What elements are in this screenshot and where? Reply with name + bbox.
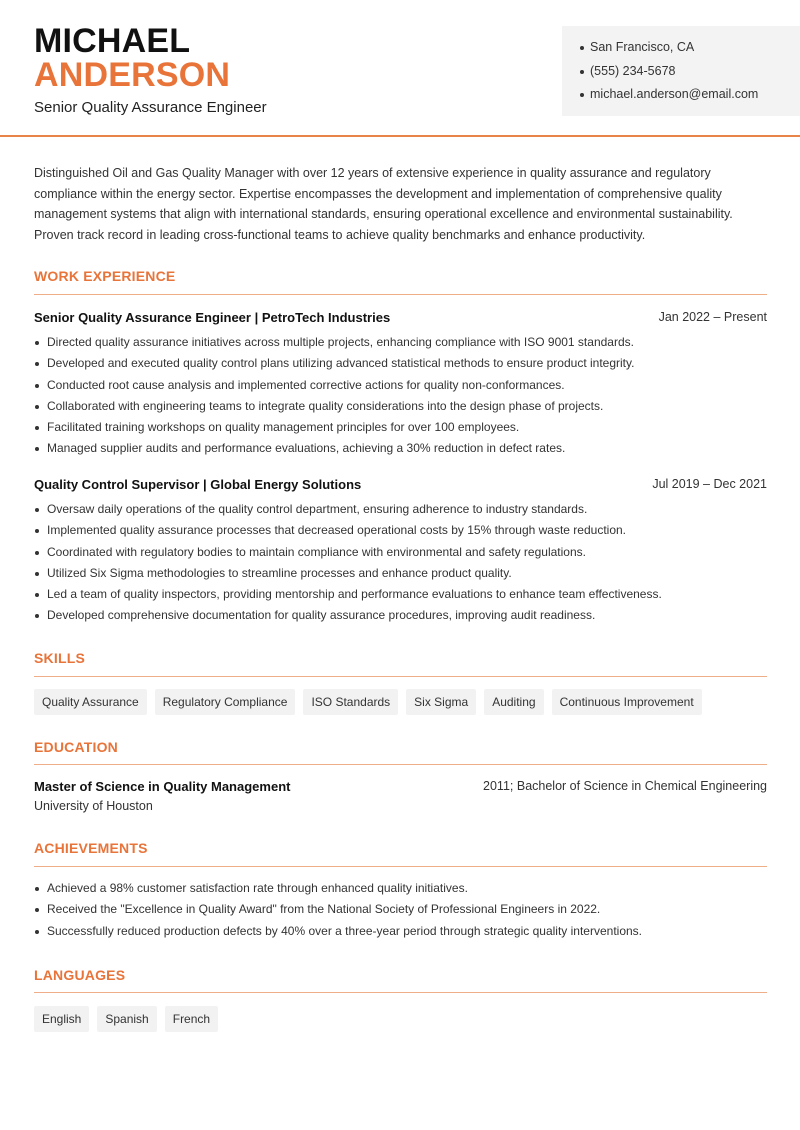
section-divider (34, 294, 767, 295)
job-header (34, 310, 767, 328)
list-item: Utilized Six Sigma methodologies to streamline processes and enhance product quality. (34, 563, 769, 584)
skill-chip: Six Sigma (406, 689, 476, 715)
language-chip: French (165, 1006, 218, 1032)
list-item: Managed supplier audits and performance evaluations, achieving a 30% reduction in defect rates. (34, 438, 769, 459)
list-item: Developed and executed quality control plans utilizing advanced statistical methods to ensure product integrity. (34, 353, 769, 374)
job-title: Senior Quality Assurance Engineer (34, 99, 267, 116)
education-detail: 2011; Bachelor of Science in Chemical Engineering (483, 779, 767, 793)
achievements-list (34, 878, 769, 942)
summary-text: Distinguished Oil and Gas Quality Manager with over 12 years of extensive experience in quality assurance and regulatory compliance within the energy sector. Expertise encompasses the development and implementation of comprehensive quality management systems that align with international standards, ensuring operational excellence and environmental sustainability. Proven track record in leading cross-functional teams to achieve quality benchmarks and enhance productivity. (34, 166, 733, 243)
skill-chip: ISO Standards (303, 689, 398, 715)
skill-chip: Continuous Improvement (552, 689, 702, 715)
section-title-education: EDUCATION (34, 739, 118, 755)
section-divider (34, 676, 767, 677)
job-bullets (34, 332, 769, 460)
section-title-languages: LANGUAGES (34, 967, 126, 983)
education-school: University of Houston (34, 799, 153, 813)
section-title-skills: SKILLS (34, 650, 85, 666)
list-item: Implemented quality assurance processes that decreased operational costs by 15% through waste reduction. (34, 520, 769, 541)
section-title-work: WORK EXPERIENCE (34, 268, 176, 284)
contact-phone: (555) 234-5678 (580, 60, 800, 84)
resume-header (0, 0, 800, 137)
list-item: Achieved a 98% customer satisfaction rate through enhanced quality initiatives. (34, 878, 769, 899)
list-item: Received the "Excellence in Quality Award" from the National Society of Professional Engineers in 2022. (34, 899, 769, 920)
list-item: Coordinated with regulatory bodies to maintain compliance with environmental and safety regulations. (34, 542, 769, 563)
list-item: Facilitated training workshops on quality management principles for over 100 employees. (34, 417, 769, 438)
section-divider (34, 866, 767, 867)
language-chip: Spanish (97, 1006, 156, 1032)
section-divider (34, 764, 767, 765)
job-bullets (34, 499, 769, 627)
last-name: ANDERSON (34, 56, 231, 94)
first-name: MICHAEL (34, 22, 191, 60)
education-header (34, 779, 767, 797)
job-role: Senior Quality Assurance Engineer | PetroTech Industries (34, 310, 391, 325)
language-chips (34, 1006, 218, 1032)
contact-box (562, 26, 800, 116)
skills-chips (34, 689, 702, 715)
list-item: Developed comprehensive documentation for quality assurance procedures, improving audit readiness. (34, 605, 769, 626)
job-header (34, 477, 767, 495)
education-degree: Master of Science in Quality Management (34, 779, 291, 794)
job-dates: Jul 2019 – Dec 2021 (652, 477, 767, 491)
list-item: Conducted root cause analysis and implemented corrective actions for quality non-conformances. (34, 375, 769, 396)
list-item: Directed quality assurance initiatives across multiple projects, enhancing compliance with ISO 9001 standards. (34, 332, 769, 353)
section-divider (34, 992, 767, 993)
list-item: Oversaw daily operations of the quality control department, ensuring adherence to industry standards. (34, 499, 769, 520)
section-title-achievements: ACHIEVEMENTS (34, 840, 148, 856)
list-item: Successfully reduced production defects by 40% over a three-year period through strategic quality interventions. (34, 921, 769, 942)
contact-email[interactable]: michael.anderson@email.com (580, 83, 800, 107)
list-item: Collaborated with engineering teams to integrate quality considerations into the design phase of projects. (34, 396, 769, 417)
skill-chip: Regulatory Compliance (155, 689, 296, 715)
job-role: Quality Control Supervisor | Global Energy Solutions (34, 477, 362, 492)
skill-chip: Quality Assurance (34, 689, 147, 715)
language-chip: English (34, 1006, 89, 1032)
skill-chip: Auditing (484, 689, 543, 715)
contact-location: San Francisco, CA (580, 36, 800, 60)
job-dates: Jan 2022 – Present (658, 310, 767, 324)
contact-list (580, 36, 800, 107)
list-item: Led a team of quality inspectors, providing mentorship and performance evaluations to enhance team effectiveness. (34, 584, 769, 605)
